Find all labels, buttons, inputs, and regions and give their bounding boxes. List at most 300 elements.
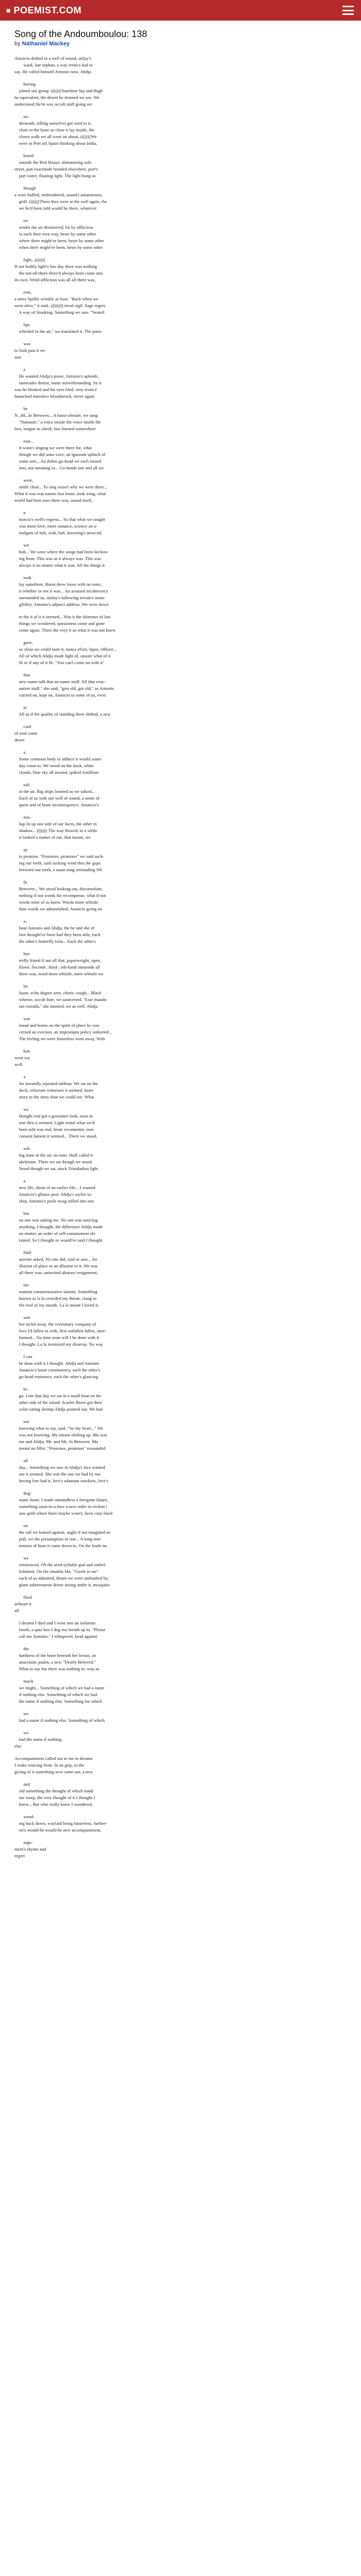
poem-line: wheeled in the air," we translated it. The paint [14,329,102,334]
poem-stanza [14,257,347,283]
poem-title: Song of the Andoumboulou: 138 [14,29,147,39]
poem-line: Anuncio drifted in a well of sound, utilay's [14,56,91,61]
poem-line: was not knowing. My meant shifting up. Mu was [14,1432,107,1437]
poem-line: some sort... An ibibio go-head we each turned [14,459,102,464]
poem-stanza [14,1646,347,1672]
poem-line: were in Port of) Spain thinking about India, [14,141,97,146]
poem-line: In [14,879,27,885]
poem-line: a mere Spillie wrinkle at least. "Back when we [14,296,99,301]
stanza-gap [14,1140,347,1145]
stanza-gap [14,179,347,185]
poem-line: but [14,1211,29,1216]
poem-line: Stood though we sat, stuck Trinidadian light [14,1166,99,1171]
poem-line: I can [14,1354,32,1359]
poem-stanza [14,1210,347,1244]
poem-line: joined our group. (((((((Sunshine hip and thigh [14,88,103,93]
site-logo[interactable] [6,5,81,16]
stanza-gap [14,1010,347,1015]
stanza-gap [14,108,347,113]
menu-bar [342,6,354,7]
poem-stanza [14,1755,347,1775]
poem-line: we [14,1730,29,1735]
poem-line: each of us admitted, thrum we were ambushed by, [14,1575,109,1581]
poem-stanza [14,1620,347,1640]
poem-line: knew... But who really knew I wondered, [14,1802,93,1807]
stanza-gap [14,1309,347,1314]
poem-line: tained. So I thought or would've said I thought. [14,1238,104,1243]
poem-line: hap lit up one side of our faces, the other in [14,821,97,826]
poem-line: bout Antonio and Ahdja, the be and she of [14,925,95,930]
poem-stanza [14,1710,347,1724]
poem-line: be done with it I thought. Ahdja and Antonio [14,1361,100,1366]
poem-line: argu- [14,1840,33,1845]
stanza-gap [14,536,347,542]
poem-line: was [14,1016,30,1021]
poem-stanza [14,1314,347,1348]
poem-line: into, not meaning to... Go-heads one and all we [14,465,104,470]
poem-stanza [14,341,347,361]
poem-line: of soul come [14,731,38,736]
poem-line: in each their own way, beset by some other [14,231,96,236]
poem-line: knowing what to say, said, "So my heart..." We [14,1426,103,1431]
poem-line: Some common body to adduce it would some- [14,756,103,761]
poem-line: go-head eminence, each the other's glancing [14,1374,99,1379]
poem-stanza [14,1555,347,1588]
stanza-gap [14,873,347,879]
poem-line: was more love, more sonance, science an a- [14,523,97,529]
poem-stanza [14,782,347,808]
poem-line: thought real got a gossamer look, soon to [14,1113,93,1118]
poem-stanza [14,1282,347,1309]
poem-line: out it seemed. She was the one we had by not [14,1471,101,1477]
poem-line: illusion of place or an allusion to it. We was [14,1263,98,1268]
poem-line: namesake demur, name notwithstanding. So it [14,380,102,385]
stanza-gap [14,1276,347,1282]
byline [14,41,347,47]
poem-stanza [14,438,347,471]
poem-stanza [14,723,347,743]
poem-line: come again. There the very it so what it was not knew [14,628,116,633]
poem-line: having [14,81,36,87]
poem-line: east... [14,438,34,444]
stanza-gap [14,1172,347,1178]
poem-line: "Namaste," a voice inside the voice inside the [14,419,101,425]
poem-line: sort [14,1315,30,1320]
poem-line: lore thought've been had they been able, each [14,932,101,937]
poem-line: the roof of my mouth. La la meant I loved it, [14,1302,100,1308]
poem-line: all there was, uninvited abstract resignment, [14,1270,98,1275]
poem-line: anacrustic psalm, a new "Dearly Beloved." [14,1659,96,1665]
poem-line: carried on, kept on, Anuncio to some of us, even [14,692,106,698]
poem-line: gibility, Antonio's adjunct address. We were down [14,602,109,607]
stanza-gap [14,432,347,438]
poem-stanza [14,289,347,316]
poem-line: dog- [14,1490,32,1496]
poem-line: anyone asked. No one did, said or saw... An [14,1257,97,1262]
poem-line: its own. Wind affliction was all all there was, [14,277,96,282]
stanza-gap [14,743,347,749]
stanza-gap [14,569,347,574]
poem-line: booth, a quiz box I dug my breath up in. "Please [14,1627,106,1632]
poem-line: was he blinked and his eyes bled, very erotics' [14,387,97,392]
poem-line: day come to. We stood on the dock, white [14,763,94,768]
poem-line: meant no filler. "Promises, promises" resounded [14,1446,106,1451]
byline-prefix: by [14,41,21,47]
poem-line: skeletone. There we sat though we stood. [14,1159,93,1164]
stanza-gap [14,147,347,152]
poem-line: ward, late orphan, a way erotics had to [14,62,93,67]
poem-line: all [14,1458,28,1463]
stanza-gap [14,283,347,289]
poem-line: old something the thought of which made [14,1788,94,1793]
poem-stanza [14,217,347,251]
poem-line: lishment. On the intuitist Ma. "Greek to me" [14,1569,99,1574]
poem-line: Accompaniment called out to me in dreams [14,1756,93,1761]
poem-line: had the name if nothing [14,1737,62,1742]
poem-line: regret [14,1853,25,1858]
poem-line: things we wondered, queasiness come and gone [14,621,105,626]
poem-line: the [14,1646,29,1651]
poem-line: wheeze, occult burr, we sourceried. "Este mundo [14,997,107,1002]
stanza-gap [14,1380,347,1386]
poem-line: we he'd been told would be there, whatever [14,206,97,211]
stanza-gap [14,251,347,257]
stanza-gap [14,1640,347,1646]
poem-line: though [14,185,36,191]
stanza-gap [14,335,347,341]
poem-line: malgam of hub, wuh, hub, knowing's news'ad, [14,530,102,535]
stanza-gap [14,634,347,639]
poem-line: Each of us with our well of sound, a sense of [14,795,100,801]
poem-line: it whether or not it was... An aroused incoherency [14,588,108,594]
poem-line: a [14,750,26,755]
poem-line: well [14,1062,22,1067]
poem-line: What to say but there was nothing to, way as [14,1666,100,1671]
poem-line: tension of hum-it came down-to. On the lauds no [14,1543,107,1548]
poem-stanza [14,1353,347,1380]
poem-line: I dreamt I died and I went into an isolation [14,1620,96,1625]
site-header [0,0,361,21]
poem-stanza [14,113,347,147]
poem-stanza [14,1522,347,1549]
poem-stanza [14,1145,347,1172]
poem-line: ing from. This was as it always was. This was [14,556,101,561]
poem-line: A way of Stooking. Something we saw. "Seated [14,310,105,315]
poem-line: It wasn't singing we were there for, what [14,445,92,450]
poem-line: street, pan exactitude braided elsewhere, port's [14,166,98,172]
poem-line: the name if nothing else. Something for which [14,1699,102,1704]
poem-line: n [14,510,26,515]
poem-stanza [14,672,347,699]
poem-line: a- [14,919,27,924]
poem-line: uation stuff," she said, "gets old, got old," as Antonio [14,686,114,691]
poem-line: surrounded us, unilay's fallowing terrain's intan- [14,595,106,600]
poem-line: noncio's well's regress... So that what we sought [14,517,105,522]
stanza-gap [14,1452,347,1458]
poem-line: saw [14,354,22,360]
poem-line: when there might've been, beset by some other [14,245,103,250]
poem-line: All of which Ahdja made light of, unsure what of it [14,653,111,658]
stanza-gap [14,1724,347,1730]
poem-line: clouds, blue sky all around, spiked Antillean [14,770,99,775]
stanza-gap [14,1705,347,1710]
main-content [0,21,361,1865]
poem-line: on [14,1523,28,1528]
poem-stanza [14,152,347,179]
stanza-gap [14,471,347,477]
poem-line: mead and bones on the spirit of place he con- [14,1023,101,1028]
poem-stanza [14,1386,347,1413]
poem-line: sob- [14,1146,31,1151]
poem-line: griff. (((((((There they were at the well again, the [14,199,107,204]
poem-line: always it no matter what it was. All the things it [14,563,105,568]
stanza-gap [14,699,347,704]
poem-stanza [14,1418,347,1452]
stanza-gap [14,912,347,918]
poem-line: flown. Second-, third-, nth-hand innuendo all [14,964,100,970]
poem-line: shay, Antonio's prole swag rolled into one [14,1198,94,1204]
poem-stanza [14,1490,347,1517]
poem-line: the not-all-there there'd always been come into [14,270,103,276]
stanza-gap [14,212,347,217]
stanza-gap [14,1834,347,1839]
poem-line: at/heart it [14,1601,32,1606]
poem-line: matic heart. I made unmindless a foregone future, [14,1497,108,1502]
stanza-gap [14,1614,347,1620]
poem-line: ing our teeth, said sucking wind thru the gaps [14,860,101,866]
poem-line: day... Something we saw in Ahdja's face wanted [14,1465,105,1470]
stanza-gap [14,1750,347,1755]
poem-line: say. He called himself Antonio now, Ahdja [14,69,91,74]
poem-line: other side of the island. Scarlet Ibises got their [14,1400,103,1405]
poem-line: I thought. La la mentored my disarray. No way [14,1342,103,1347]
stanza-gap [14,316,347,321]
poem-line: wend- [14,1814,35,1819]
poem-line: the rail we leaned against, aught if not imagined in- [14,1530,111,1535]
poem-stanza [14,614,347,634]
stanza-gap [14,1100,347,1106]
poem-line: known as la la crowded my throat, clung to [14,1296,96,1301]
poem-line: go. Lote that day we sat in a small boat on the [14,1393,102,1398]
poem-line: we [14,1711,29,1716]
poem-line: but- [14,951,31,956]
stanza-gap [14,1244,347,1249]
stanza-gap [14,1205,347,1210]
poem-line: reminisced. Oh the seed-syllable god and embel- [14,1562,107,1567]
poem-line: clown walk we all went on about. (((((((We [14,134,97,139]
poem-line: and [14,1782,30,1787]
poem-line: between our teeth, a taunt song serenading N8 [14,867,102,872]
poem-stanza [14,1781,347,1808]
poem-line: not [14,1419,29,1424]
stanza-gap [14,400,347,405]
poem-line: took [14,575,31,580]
poem-line: much [14,1679,34,1684]
poem-line: to look past it we [14,348,45,353]
poem-stanza [14,951,347,977]
poem-line: where there might've been, beset by some other [14,238,104,243]
poem-stanza [14,749,347,776]
poem-line: world had bent ours there was, sound itself, [14,498,93,503]
poem-stanza [14,983,347,1010]
poem-line: something soon-in-a-face a new order to reckon t [14,1504,107,1509]
stanza-gap [14,1775,347,1781]
poem-stanza [14,321,347,335]
stanza-gap [14,776,347,782]
poem-line: no one was asking me. No one was noticing [14,1217,98,1223]
poem-line: lips [14,322,30,327]
menu-bar [342,10,354,11]
poem-line: having lore had it, love's adamant outskirts, love's [14,1478,108,1483]
poem-line: tan extraño," she intoned, we as well. Ahdja [14,1004,98,1009]
poem-line: Anuncio's boon constituency, each the other's [14,1367,101,1372]
poem-stanza [14,1730,347,1750]
poem-line: if nothing else. Something of which we had [14,1692,97,1697]
poem-line: hardness of the bone beneath her breast, an [14,1653,96,1658]
stanza-gap [14,1672,347,1678]
poem-line: dock, reluctant witnesses it seemed, more [14,1088,94,1093]
poem-line: anything, I thought, the difference Ahdja made [14,1224,103,1229]
poem-line: was [14,341,30,346]
poem-line: were alive," it said...(((((((Literal sigil. Sage regret. [14,303,106,308]
poem-stanza [14,1074,347,1100]
stanza-gap [14,1588,347,1594]
poem-line: salt [14,782,30,787]
poem-line: sp [14,847,28,852]
poem-line: close to the bone so close it lay inside, the [14,127,94,132]
poem-stanza [14,477,347,504]
poem-line: a were buffed, embroidered, sound's amanuensis, [14,192,103,197]
poem-line: card [14,724,31,729]
poem-line: Between... We stood looking out, disconsolate, [14,886,103,891]
poem-line: lay sumehom. Roots drew loose with no tonic, [14,582,103,587]
poem-line: giving of it something new came out, a new [14,1769,93,1774]
poem-line: If not bodily light's law day there was nothing [14,264,97,269]
poem-line: wit [14,543,29,548]
poem-line: the other's butterfly twin... Each the other's [14,939,96,944]
poem-line: story to the story than we could see. What [14,1094,94,1099]
poem-line: The feeling we were futureless went away, Wuh [14,1036,105,1041]
poem-line: N...M...In Between... A bassi-chorale, we sang [14,413,98,418]
poem-line: new-name talk that no-name stuff. All that evac- [14,679,106,684]
poem-line: saw gold where there maybe wasn't, been cans lined [14,1511,112,1516]
poem-line: light...((((((( [14,257,46,262]
poem-line: no matter, an order of self-containment ob- [14,1231,96,1236]
poem-line: a [14,367,26,372]
stanza-gap [14,808,347,814]
poem-line: im- [14,1282,30,1287]
poem-stanza [14,846,347,873]
poem-line: that [14,672,30,677]
poem-line: glum subterranean drone strung under it, mosquito [14,1582,110,1587]
poem-stanza [14,185,347,212]
poem-stanza [14,574,347,608]
menu-bar [342,13,354,15]
stanza-gap [14,608,347,614]
poem-line: part water, floating light. The light hung as [14,173,96,178]
poem-stanza [14,1015,347,1042]
poem-line: I woke wincing from. In its grip, in the [14,1762,85,1768]
poem-line: consent lament it seemed... There we stood, [14,1133,97,1139]
stanza-gap [14,1348,347,1353]
poem-line: shadow... ((((((( The way flowed, in a while [14,828,97,833]
poem-line: smile choir... To sing wasn't why we were there... [14,484,107,489]
poem-line: gave, [14,640,33,645]
poem-stanza [14,1839,347,1859]
poem-line: outside the Red House, shimmering sole [14,160,92,165]
poem-line: to the it of it it seemed... Was it the shimmer of last [14,614,111,619]
poem-line: box, tongue in cheek, box burned somewhere [14,426,96,431]
poem-line: nothing if not words for recompense, what if not [14,893,106,898]
stanza-gap [14,1517,347,1522]
stanza-gap [14,945,347,951]
poem-line: had a name if nothing else. Something of which [14,1718,105,1723]
poem-line: ment's rhyme and [14,1846,46,1852]
poem-line: rent, [14,290,32,295]
poem-stanza [14,1106,347,1140]
poem-line: manent commemorative lament. Something [14,1289,97,1294]
author-link[interactable]: Nathaniel Mackey [22,41,70,47]
poem-line: lo- [14,1386,29,1392]
poem-line: Anuncio's glimso post, Ahdja's stylist sa- [14,1192,92,1197]
poem-line: What it was was names lost loose, took wing, what [14,491,106,496]
poem-line: haunched interstice bloodstruck, never again [14,394,95,399]
poem-line: ing back down, waylaid being futureless, further- [14,1821,107,1826]
poem-line: Half [14,1250,31,1255]
poem-line: to [14,705,27,710]
stanza-gap [14,1808,347,1814]
poem-stanza [14,366,347,400]
poem-line: un- [14,114,29,119]
poem-line: me and Ahdja, Mr. and Ms. In Between. Mu [14,1439,99,1444]
poem-line: a [14,1178,26,1183]
stanza-gap [14,977,347,983]
poem-line: went wu [14,1055,30,1060]
poem-line: terfly friend if not all that, paperweight, open, [14,958,101,963]
poem-line: loose, echo degree zero, choric cough... Black [14,990,102,995]
poem-line: en- [14,218,29,223]
poem-stanza [14,510,347,536]
stanza-gap [14,666,347,672]
poem-stanza [14,542,347,569]
poem-line: all [14,1608,19,1613]
poem-line: though we did sotto voce, an ignorant splinch of [14,452,106,457]
poem-line: cerned an eviction, an impromptu policy unburied... [14,1029,112,1035]
poem-line: fluid [14,1595,32,1600]
poem-line: formed... No time soon will I be done with it [14,1335,100,1340]
poem-stanza [14,81,347,108]
poem-line: understood the'm was occult staff going on: [14,101,93,107]
poem-line: been told was real, brute reconnoiter, non- [14,1127,95,1132]
stanza-gap [14,75,347,81]
poem-line: let [14,984,28,989]
poem-stanza [14,1048,347,1068]
poem-line: fit or if any of it fit. "You can't come on with it" [14,660,105,665]
poem-stanza [14,704,347,718]
stanza-gap [14,1484,347,1490]
poem-line: we [14,1107,29,1112]
poem-line: huh... We were where the songs had been beckon- [14,549,109,554]
poem-line: An inwardly repeated tableau. We sat on the [14,1081,98,1086]
poem-stanza [14,1249,347,1276]
poem-stanza [14,879,347,912]
stanza-gap [14,1042,347,1048]
poem-line: big bone in the air, no tone. Huff called it [14,1153,93,1158]
hamburger-menu-icon[interactable] [342,6,354,15]
poem-line: in the air. Big ships loomed as we talked... [14,789,95,794]
stanza-gap [14,841,347,846]
poem-stanza [14,1594,347,1614]
